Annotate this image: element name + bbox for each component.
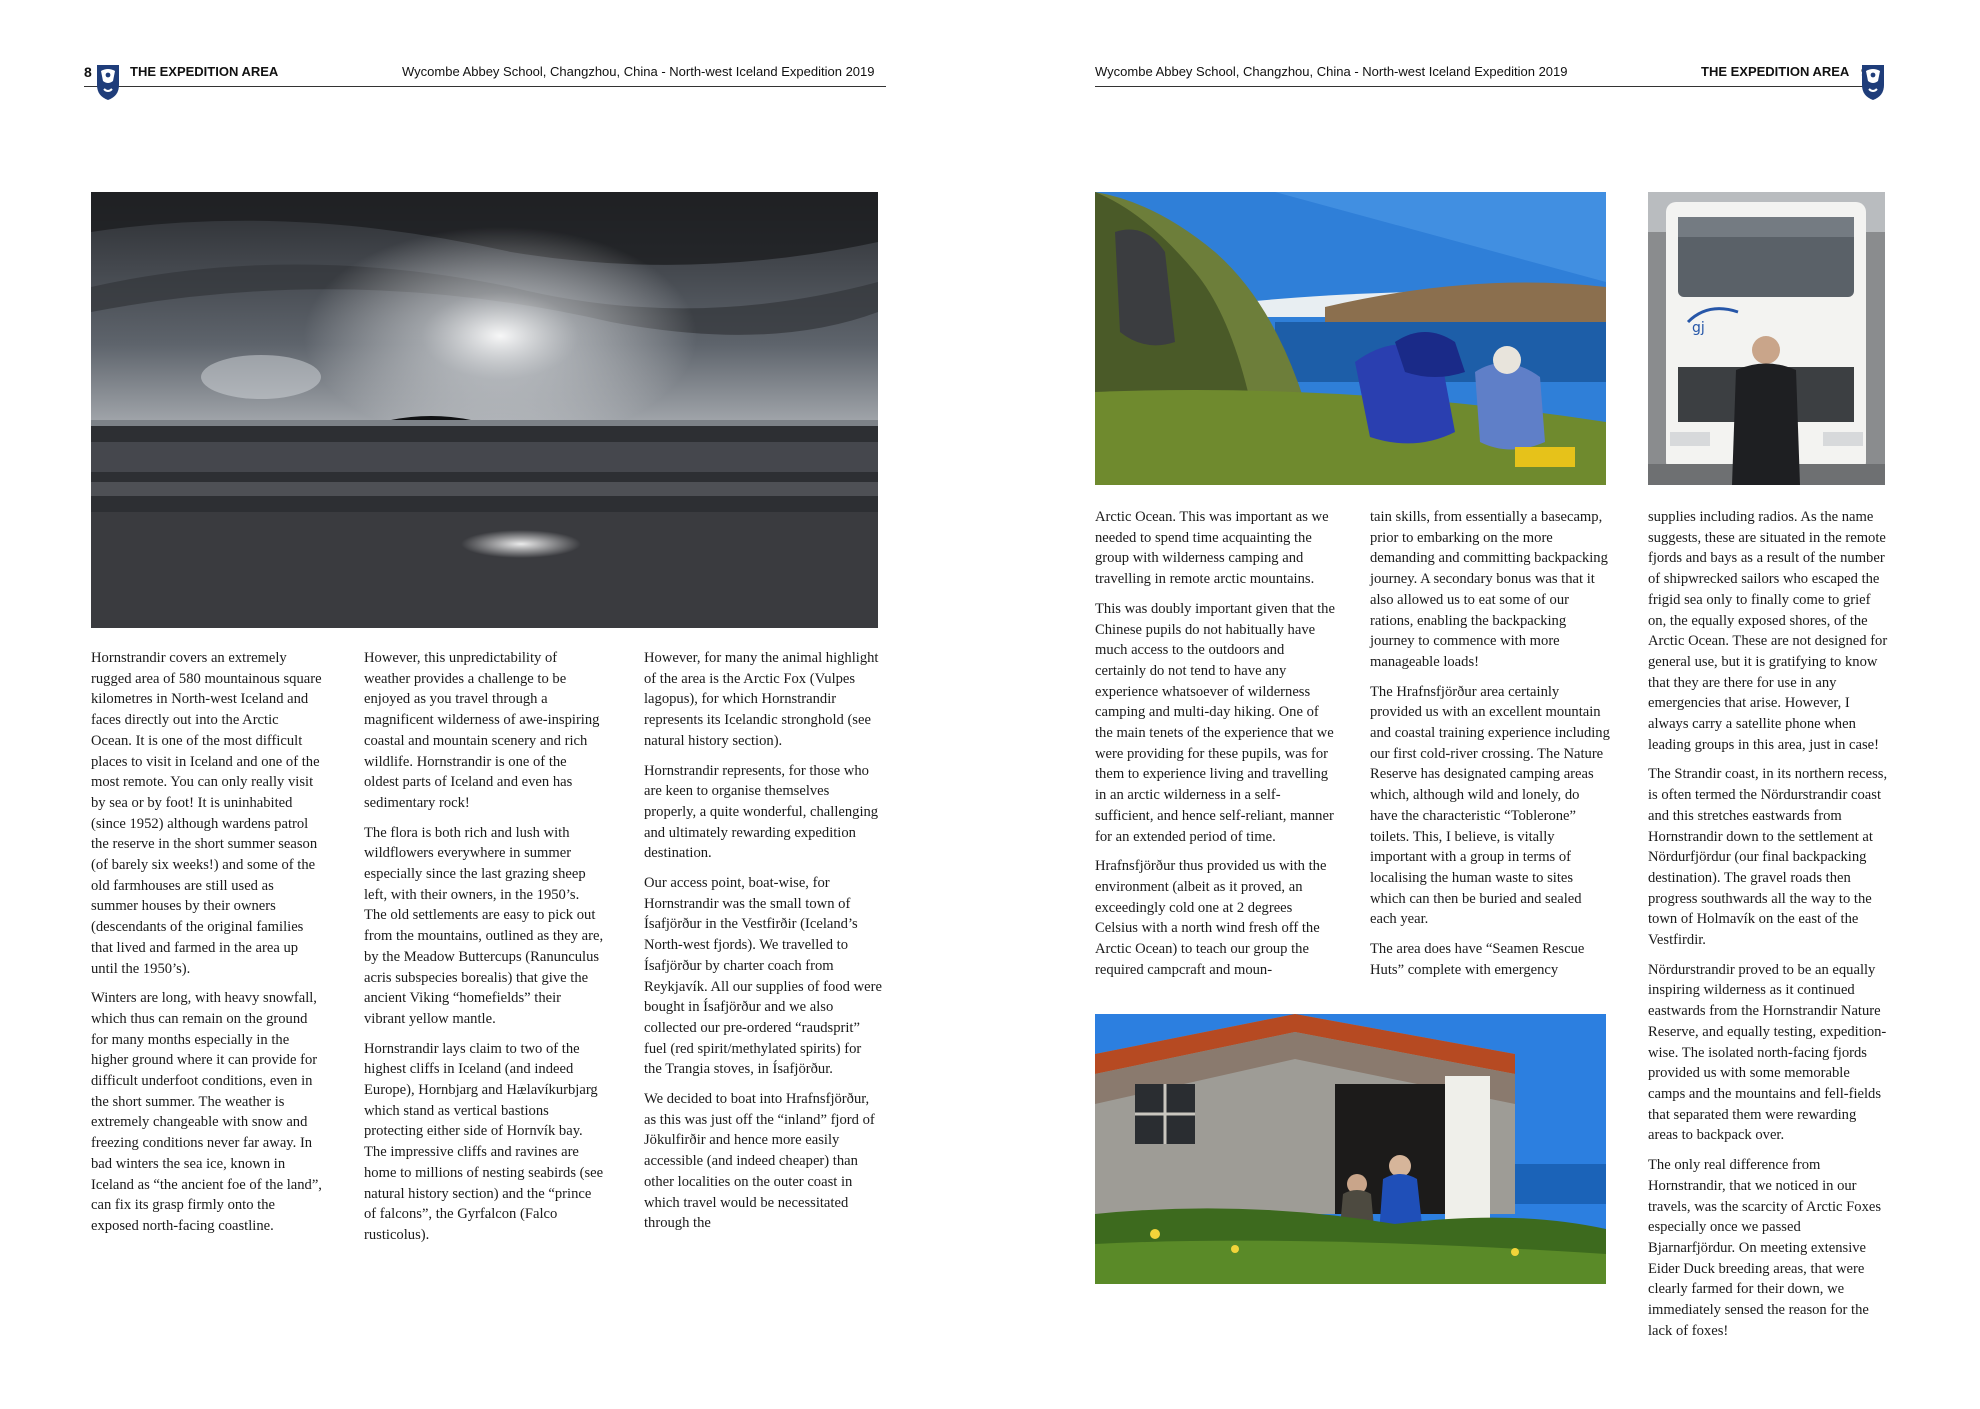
right-page (990, 0, 1980, 1409)
paragraph: We decided to boat into Hrafnsfjörður, as this was just off the “inland” fjord of Jökulfirðir and hence more easily accessible (and indeed cheaper) than other localities on the outer coast in which travel would be necessitated through the (644, 1091, 875, 1232)
page-number: 8 (84, 64, 92, 80)
paragraph: However, for many the animal highlight of the area is the Arctic Fox (Vulpes lagopus), for which Hornstrandir represents its Icelandic stronghold (see natural history section). (644, 650, 879, 749)
paragraph: This was doubly important given that the Chinese pupils do not habitually have much access to the outdoors and certainly do not tend to have any experience whatsoever of wilderness camping and multi-day hiking. One of the main tenets of the experience that we were providing for these pupils, was for them to experience living and travelling in an arctic wilderness in a self-sufficient, and hence self-reliant, manner for an extended period of time. (1095, 600, 1335, 845)
paragraph: The Strandir coast, in its northern recess, is often termed the Nördurstrandir coast and this stretches eastwards from Hornstrandir down to the settlement at Nördurfjördur (our final backpacking destination). The gravel roads then progress southwards all the way to the town of Holmavík on the east of the Vestfirdir. (1648, 766, 1888, 949)
paragraph: The flora is both rich and lush with wildflowers everywhere in summer especially since the last grazing sheep left, with their owners, in the 1950’s. The old settlements are easy to pick out from the mountains, outlined as they are, by the Meadow Buttercups (Ranunculus acris subspecies borealis) that give the ancient Viking “homefields” their vibrant yellow mantle. (364, 824, 604, 1027)
paragraph: tain skills, from essentially a basecamp, prior to embarking on the more demanding and committing backpacking journey. A secondary bonus was that it also allowed us to eat some of our rations, enabling the backpacking journey to commence with more manageable loads! (1370, 509, 1608, 670)
text-column-1 (91, 648, 323, 1246)
paragraph: Hornstrandir represents, for those who are keen to organise themselves properly, a quite wonderful, challenging and ultimately rewarding expedition destination. (644, 762, 879, 862)
running-header: Wycombe Abbey School, Changzhou, China - North-west Iceland Expedition 2019 (402, 64, 875, 79)
sunset-sea-photo (91, 192, 878, 628)
paragraph: Hornstrandir lays claim to two of the highest cliffs in Iceland (and indeed Europe), Hornbjarg and Hælavíkurbjarg which stand as vertical bastions protecting either side of Hornvík bay. The impressive cliffs and ravines are home to millions of nesting seabirds (see natural history section) and the “prince of falcons”, the Gyrfalcon (Falco rusticolus). (364, 1040, 604, 1243)
paragraph: Arctic Ocean. This was important as we needed to spend time acquainting the group with wilderness camping and travelling in remote arctic mountains. (1095, 509, 1329, 588)
rescue-hut-photo (1095, 1014, 1606, 1284)
left-page-header (84, 62, 886, 87)
paragraph: However, this unpredictability of weather provides a challenge to be enjoyed as you travel through a magnificent wilderness of awe-inspiring coastal and mountain scenery and rich wildlife. Hornstrandir is one of the oldest parts of Iceland and even has sedimentary rock! (364, 650, 600, 811)
school-crest-icon (1861, 63, 1885, 101)
coach-driver-photo (1648, 192, 1885, 485)
hikers-fjord-photo (1095, 192, 1606, 485)
text-column-1 (1095, 507, 1335, 989)
paragraph: The only real difference from Hornstrandir, that we noticed in our travels, was the scarcity of Arctic Foxes especially once we passed Bjarnarfjördur. On meeting extensive Eider Duck breeding areas, that were clearly farmed for their down, we immediately sensed the reason for the lack of foxes! (1648, 1157, 1882, 1339)
section-title: THE EXPEDITION AREA (1701, 64, 1850, 79)
right-page-header (1095, 62, 1871, 87)
paragraph: Winters are long, with heavy snowfall, which thus can remain on the ground for many months especially in the higher ground where it can provide for difficult underfoot conditions, even in the short summer. The weather is extremely changeable with snow and freezing conditions never far away. In bad winters the sea ice, known in Iceland as “the ancient foe of the land”, can fix its grasp firmly onto the exposed north-facing coastline. (91, 990, 322, 1234)
text-column-2 (1370, 507, 1610, 989)
text-column-3 (644, 648, 882, 1243)
text-column-2 (364, 648, 604, 1255)
paragraph: The area does have “Seamen Rescue Huts” complete with emergency (1370, 941, 1585, 978)
paragraph: Our access point, boat-wise, for Hornstrandir was the small town of Ísafjörður in the Vestfirðir (Iceland’s North-west fjords). We travelled to Ísafjörður by charter coach from Reykjavík. All our supplies of food were bought in Ísafjörður and we also collected our pre-ordered “raudsprit” fuel (red spirit/methylated spirits) for the Trangia stoves, in Ísafjörður. (644, 875, 882, 1078)
paragraph: Nördurstrandir proved to be an equally inspiring wilderness as it continued eastwards from the Hornstrandir Nature Reserve, and equally testing, expedition-wise. The isolated north-facing fjords provided us with some memorable camps and the mountains and fell-fields that separated them were rewarding areas to backpack over. (1648, 961, 1887, 1144)
paragraph: Hrafnsfjörður thus provided us with the environment (albeit as it proved, an exceedingly cold one at 2 degrees Celsius with a north wind fresh off the Arctic Ocean) to teach our group the required campcraft and moun- (1095, 858, 1327, 978)
paragraph: The Hrafnsfjörður area certainly provided us with an excellent mountain and coastal training experience including our first cold-river crossing. The Nature Reserve has designated camping areas which, although wild and lonely, do have the characteristic “Toblerone” toilets. This, I believe, is vitally important with a group in terms of localising the human waste to sites which can then be buried and sealed each year. (1370, 683, 1610, 928)
paragraph: supplies including radios. As the name suggests, these are situated in the remote fjords and bays as a result of the number of shipwrecked sailors who escaped the frigid sea only to finally come to grief on, the equally exposed shores, of the Arctic Ocean. These are not designed for general use, but it is gratifying to know that they are there for use in any emergencies that arise. However, I always carry a satellite phone when leading groups in this area, just in case! (1648, 509, 1888, 753)
text-column-3 (1648, 507, 1888, 1350)
svg-text:gj: gj (1692, 320, 1705, 336)
school-crest-icon (96, 63, 120, 101)
paragraph: Hornstrandir covers an extremely rugged area of 580 mountainous square kilometres in North-west Iceland and faces directly out into the Arctic Ocean. It is one of the most difficult places to visit in Iceland and one of the most remote. You can only really visit by sea or by foot! It is uninhabited (since 1952) although wardens patrol the reserve in the short summer season (of barely six weeks!) and some of the old farmhouses are still used as summer houses by their owners (descendants of the original families that lived and farmed in the area up until the 1950’s). (91, 650, 322, 977)
running-header: Wycombe Abbey School, Changzhou, China - North-west Iceland Expedition 2019 (1095, 64, 1568, 79)
section-title: THE EXPEDITION AREA (130, 64, 279, 79)
